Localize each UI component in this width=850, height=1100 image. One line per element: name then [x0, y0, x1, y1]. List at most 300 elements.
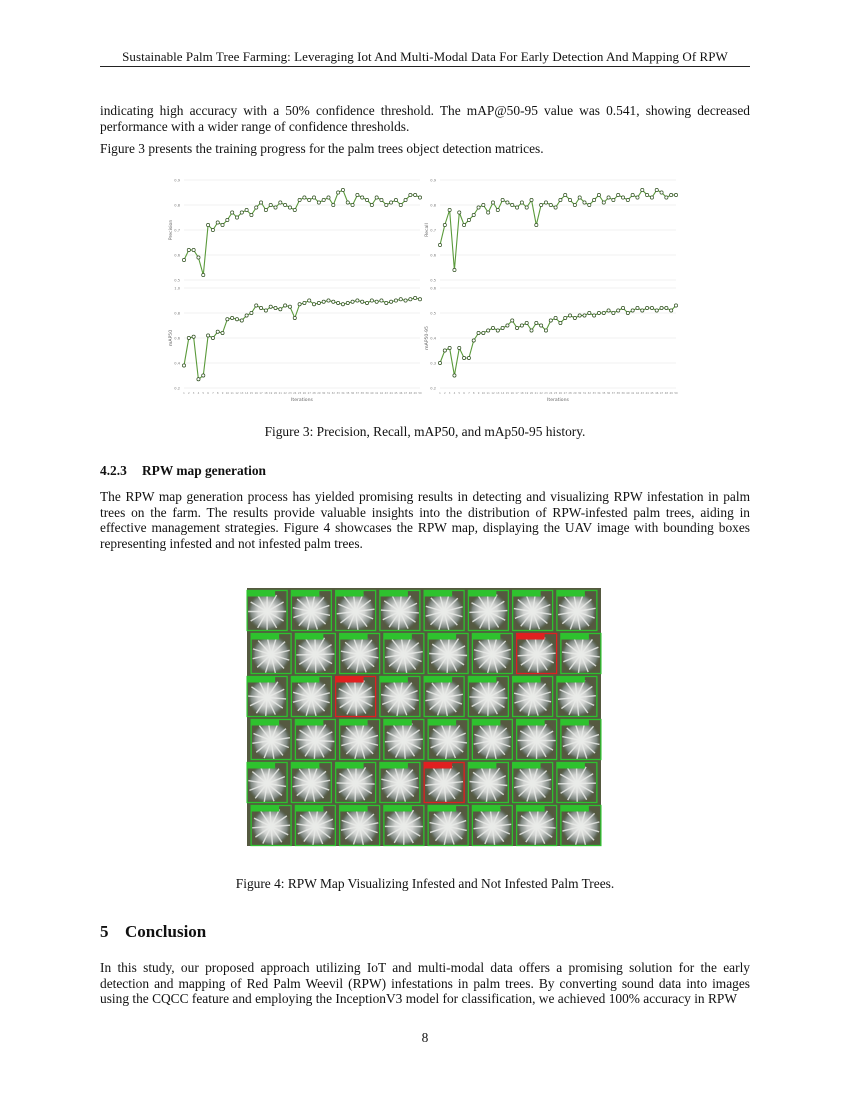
data-point — [641, 309, 644, 312]
box-label-tag — [428, 634, 456, 640]
y-tick-label: 0.6 — [174, 253, 180, 258]
data-point — [626, 198, 629, 201]
data-point — [554, 206, 557, 209]
data-point — [564, 316, 567, 319]
data-point — [361, 300, 364, 303]
x-tick-label: 26 — [302, 392, 307, 395]
data-point — [240, 211, 243, 214]
box-label-tag — [513, 677, 541, 683]
data-point — [332, 300, 335, 303]
box-label-tag — [557, 591, 585, 597]
x-tick-label: 28 — [568, 392, 572, 395]
x-tick-label: 14 — [244, 392, 249, 395]
data-point — [472, 213, 475, 216]
x-tick-label: 9 — [221, 392, 224, 395]
data-point — [506, 201, 509, 204]
x-tick-label: 33 — [336, 392, 340, 395]
x-tick-label: 10 — [225, 392, 230, 395]
data-point — [351, 300, 354, 303]
x-tick-label: 50 — [674, 392, 678, 395]
data-point — [206, 223, 209, 226]
data-point — [255, 206, 258, 209]
data-point — [327, 196, 330, 199]
data-point — [216, 221, 219, 224]
series-line — [184, 298, 420, 379]
x-tick-label: 20 — [273, 392, 278, 395]
box-label-tag — [251, 806, 279, 812]
x-tick-label: 15 — [505, 392, 510, 395]
data-point — [370, 299, 373, 302]
data-point — [380, 299, 383, 302]
x-tick-label: 2 — [443, 392, 446, 395]
data-point — [482, 331, 485, 334]
data-point — [399, 298, 402, 301]
x-tick-label: 6 — [207, 392, 209, 395]
y-tick-label: 0.6 — [430, 253, 436, 258]
x-tick-label: 7 — [468, 392, 470, 395]
data-point — [650, 196, 653, 199]
data-point — [458, 346, 461, 349]
data-point — [211, 228, 214, 231]
box-label-tag — [380, 763, 408, 769]
x-tick-label: 27 — [563, 392, 567, 395]
data-point — [274, 306, 277, 309]
palm-frond — [356, 697, 375, 698]
x-tick-label: 38 — [616, 392, 620, 395]
y-tick-label: 0.8 — [174, 311, 180, 316]
box-label-tag — [424, 591, 452, 597]
y-tick-label: 0.6 — [430, 286, 436, 291]
x-tick-label: 48 — [408, 392, 413, 395]
x-tick-label: 21 — [278, 392, 282, 395]
x-tick-label: 31 — [326, 392, 331, 395]
data-point — [487, 211, 490, 214]
x-tick-label: 3 — [192, 392, 195, 395]
x-tick-label: 27 — [307, 392, 311, 395]
chart-3 — [424, 287, 678, 404]
x-tick-label: 23 — [544, 392, 548, 395]
x-tick-label: 24 — [293, 392, 297, 395]
data-point — [520, 201, 523, 204]
x-tick-label: 22 — [539, 392, 543, 395]
y-tick-label: 0.2 — [174, 386, 180, 391]
data-point — [293, 316, 296, 319]
box-label-tag — [295, 720, 323, 726]
x-tick-label: 2 — [187, 392, 190, 395]
data-point — [467, 356, 470, 359]
data-point — [279, 201, 282, 204]
data-point — [308, 299, 311, 302]
data-point — [341, 188, 344, 191]
data-point — [409, 298, 412, 301]
y-axis-label: mAP50 — [169, 329, 174, 347]
box-label-tag — [291, 677, 319, 683]
box-label-tag — [336, 763, 364, 769]
box-label-tag — [517, 720, 545, 726]
box-label-tag — [472, 806, 500, 812]
y-tick-label: 0.8 — [430, 203, 436, 208]
palm-frond — [337, 783, 356, 784]
x-tick-label: 36 — [350, 392, 355, 395]
data-point — [317, 301, 320, 304]
data-point — [308, 198, 311, 201]
x-tick-label: 29 — [573, 392, 577, 395]
x-tick-label: 8 — [216, 392, 219, 395]
data-point — [568, 198, 571, 201]
data-point — [544, 201, 547, 204]
x-tick-label: 42 — [379, 392, 384, 395]
data-point — [655, 309, 658, 312]
data-point — [511, 203, 514, 206]
y-tick-label: 0.3 — [430, 361, 436, 366]
data-point — [477, 331, 480, 334]
data-point — [206, 334, 209, 337]
x-tick-label: 46 — [655, 392, 659, 395]
x-tick-label: 5 — [202, 392, 205, 395]
data-point — [226, 318, 229, 321]
data-point — [660, 306, 663, 309]
data-point — [187, 248, 190, 251]
data-point — [520, 324, 523, 327]
data-point — [564, 193, 567, 196]
section-number: 5 — [100, 922, 109, 941]
x-tick-label: 8 — [472, 392, 475, 395]
box-label-tag — [247, 677, 275, 683]
data-point — [617, 309, 620, 312]
x-tick-label: 35 — [602, 392, 606, 395]
x-tick-label: 13 — [496, 392, 500, 395]
data-point — [298, 198, 301, 201]
box-label-tag — [557, 763, 585, 769]
data-point — [496, 329, 499, 332]
palm-frond — [356, 784, 375, 785]
data-point — [341, 303, 344, 306]
data-point — [650, 306, 653, 309]
data-point — [641, 188, 644, 191]
data-point — [312, 303, 315, 306]
y-tick-label: 0.8 — [174, 203, 180, 208]
x-tick-label: 22 — [283, 392, 287, 395]
data-point — [385, 203, 388, 206]
x-tick-label: 17 — [515, 392, 519, 395]
data-point — [390, 201, 393, 204]
chart-0 — [168, 179, 422, 283]
box-label-tag — [384, 634, 412, 640]
x-tick-label: 9 — [477, 392, 480, 395]
data-point — [303, 301, 306, 304]
palm-frond — [488, 611, 507, 612]
data-point — [365, 301, 368, 304]
palm-frond — [488, 698, 507, 699]
box-label-tag — [428, 806, 456, 812]
paragraph-map-results: indicating high accuracy with a 50% confidence threshold. The mAP@50-95 value was 0.541, showing decreased performance with a wider range of confidence thresholds. — [100, 103, 750, 134]
box-label-tag — [513, 763, 541, 769]
x-tick-label: 26 — [558, 392, 563, 395]
data-point — [670, 309, 673, 312]
section-title: Conclusion — [125, 922, 207, 941]
data-point — [530, 329, 533, 332]
box-label-tag — [251, 720, 279, 726]
data-point — [231, 316, 234, 319]
data-point — [525, 206, 528, 209]
data-point — [670, 193, 673, 196]
palm-frond — [356, 698, 357, 717]
box-label-tag — [291, 591, 319, 597]
data-point — [617, 193, 620, 196]
data-point — [264, 208, 267, 211]
x-tick-label: 16 — [254, 392, 258, 395]
data-point — [259, 306, 262, 309]
y-tick-label: 0.4 — [430, 336, 436, 341]
data-point — [332, 203, 335, 206]
x-tick-label: 1 — [439, 392, 441, 395]
x-tick-label: 7 — [212, 392, 214, 395]
data-point — [414, 296, 417, 299]
header-rule — [100, 66, 750, 67]
x-tick-label: 30 — [322, 392, 326, 395]
x-tick-label: 11 — [230, 392, 234, 395]
x-tick-label: 49 — [413, 392, 417, 395]
data-point — [674, 193, 677, 196]
palm-frond — [337, 698, 356, 699]
y-axis-label: Precision — [169, 219, 174, 241]
data-point — [602, 201, 605, 204]
data-point — [597, 311, 600, 314]
data-point — [501, 198, 504, 201]
data-point — [365, 198, 368, 201]
x-tick-label: 32 — [587, 392, 591, 395]
x-tick-label: 47 — [403, 392, 408, 395]
y-tick-label: 0.7 — [174, 228, 180, 233]
box-label-tag — [561, 806, 589, 812]
x-tick-label: 41 — [374, 392, 379, 395]
data-point — [245, 208, 248, 211]
section-heading — [100, 922, 206, 942]
x-tick-label: 13 — [240, 392, 244, 395]
y-tick-label: 0.9 — [430, 178, 436, 183]
y-axis-label: Recall — [425, 223, 430, 237]
subsection-heading — [100, 463, 266, 479]
x-tick-label: 36 — [606, 392, 611, 395]
data-point — [626, 311, 629, 314]
x-tick-label: 47 — [659, 392, 664, 395]
data-point — [578, 196, 581, 199]
data-point — [221, 223, 224, 226]
data-point — [327, 299, 330, 302]
x-tick-label: 30 — [578, 392, 582, 395]
box-label-tag — [424, 763, 452, 769]
data-point — [515, 326, 518, 329]
data-point — [621, 196, 624, 199]
data-point — [346, 201, 349, 204]
data-point — [482, 203, 485, 206]
box-label-tag — [468, 677, 496, 683]
box-label-tag — [291, 763, 319, 769]
data-point — [399, 203, 402, 206]
palm-frond — [355, 784, 356, 803]
chart-2 — [168, 287, 422, 404]
data-point — [322, 300, 325, 303]
data-point — [274, 206, 277, 209]
box-label-tag — [340, 634, 368, 640]
data-point — [540, 324, 543, 327]
data-point — [646, 306, 649, 309]
y-tick-label: 0.2 — [430, 386, 436, 391]
data-point — [646, 193, 649, 196]
y-axis-label: mAP50-95 — [425, 326, 430, 350]
box-label-tag — [380, 677, 408, 683]
data-point — [597, 193, 600, 196]
data-point — [535, 321, 538, 324]
data-point — [674, 304, 677, 307]
data-point — [511, 319, 514, 322]
box-label-tag — [336, 591, 364, 597]
data-point — [501, 326, 504, 329]
y-tick-label: 0.9 — [174, 178, 180, 183]
x-tick-label: 16 — [510, 392, 514, 395]
data-point — [453, 268, 456, 271]
data-point — [182, 258, 185, 261]
data-point — [583, 314, 586, 317]
x-tick-label: 31 — [582, 392, 587, 395]
x-tick-label: 20 — [529, 392, 534, 395]
data-point — [385, 301, 388, 304]
x-tick-label: 4 — [197, 392, 200, 395]
box-label-tag — [340, 720, 368, 726]
data-point — [192, 248, 195, 251]
box-label-tag — [295, 634, 323, 640]
data-point — [554, 316, 557, 319]
data-point — [607, 196, 610, 199]
data-point — [458, 211, 461, 214]
data-point — [216, 330, 219, 333]
page-number: 8 — [421, 1030, 429, 1045]
x-tick-label: 34 — [597, 392, 601, 395]
x-tick-label: 39 — [621, 392, 625, 395]
palm-frond — [469, 612, 488, 613]
palm-frond — [488, 698, 489, 717]
data-point — [544, 329, 547, 332]
data-point — [568, 314, 571, 317]
data-point — [337, 191, 340, 194]
x-tick-label: 50 — [418, 392, 422, 395]
subsection-number: 4.2.3 — [100, 463, 127, 478]
data-point — [284, 304, 287, 307]
palm-frond — [469, 697, 488, 698]
data-point — [312, 196, 315, 199]
data-point — [255, 304, 258, 307]
box-label-tag — [247, 591, 275, 597]
x-axis-label: Iterations — [291, 398, 313, 403]
data-point — [375, 300, 378, 303]
paragraph-conclusion: In this study, our proposed approach utilizing IoT and multi-modal data offers a promising solution for the early detection and mapping of Red Palm Weevil (RPW) infestations in palm trees. By converting sound data into images using the CQCC feature and employing the InceptionV3 model for classification, we achieved 100% accuracy in RPW — [100, 960, 750, 1007]
box-label-tag — [384, 720, 412, 726]
data-point — [250, 213, 253, 216]
data-point — [264, 309, 267, 312]
data-point — [487, 329, 490, 332]
x-tick-label: 33 — [592, 392, 596, 395]
x-tick-label: 19 — [269, 392, 273, 395]
data-point — [390, 300, 393, 303]
data-point — [279, 308, 282, 311]
data-point — [394, 299, 397, 302]
data-point — [491, 326, 494, 329]
x-tick-label: 38 — [360, 392, 364, 395]
x-tick-label: 37 — [611, 392, 616, 395]
x-tick-label: 23 — [288, 392, 292, 395]
data-point — [438, 243, 441, 246]
x-tick-label: 44 — [389, 392, 393, 395]
data-point — [549, 203, 552, 206]
x-tick-label: 5 — [458, 392, 461, 395]
paragraph-figure3-intro: Figure 3 presents the training progress for the palm trees object detection matrices. — [100, 141, 544, 156]
x-tick-label: 11 — [486, 392, 490, 395]
x-tick-label: 28 — [312, 392, 316, 395]
x-tick-label: 17 — [259, 392, 263, 395]
x-tick-label: 49 — [669, 392, 673, 395]
data-point — [438, 361, 441, 364]
data-point — [284, 203, 287, 206]
x-tick-label: 42 — [635, 392, 640, 395]
data-point — [394, 198, 397, 201]
data-point — [612, 311, 615, 314]
data-point — [636, 196, 639, 199]
x-tick-label: 41 — [630, 392, 635, 395]
data-point — [235, 318, 238, 321]
data-point — [202, 273, 205, 276]
data-point — [540, 203, 543, 206]
data-point — [559, 198, 562, 201]
x-tick-label: 25 — [553, 392, 558, 395]
subsection-title: RPW map generation — [142, 463, 266, 478]
running-header: Sustainable Palm Tree Farming: Leveraging Iot And Multi-Modal Data For Early Detection And Mapping Of RPW — [122, 49, 728, 64]
figure-3-charts — [170, 172, 690, 412]
data-point — [491, 201, 494, 204]
figure-4-rpw-map — [247, 588, 601, 846]
data-point — [250, 311, 253, 314]
x-tick-label: 14 — [500, 392, 505, 395]
x-tick-label: 29 — [317, 392, 321, 395]
data-point — [631, 309, 634, 312]
data-point — [418, 196, 421, 199]
data-point — [578, 314, 581, 317]
data-point — [462, 356, 465, 359]
x-tick-label: 18 — [264, 392, 268, 395]
data-point — [404, 198, 407, 201]
box-label-tag — [472, 720, 500, 726]
box-label-tag — [251, 634, 279, 640]
data-point — [462, 223, 465, 226]
data-point — [602, 311, 605, 314]
data-point — [202, 374, 205, 377]
data-point — [660, 191, 663, 194]
data-point — [588, 203, 591, 206]
y-tick-label: 1.0 — [174, 286, 180, 291]
data-point — [231, 211, 234, 214]
box-label-tag — [561, 634, 589, 640]
x-tick-label: 45 — [650, 392, 654, 395]
data-point — [293, 208, 296, 211]
data-point — [496, 208, 499, 211]
x-tick-label: 21 — [534, 392, 538, 395]
data-point — [665, 306, 668, 309]
box-label-tag — [336, 677, 364, 683]
data-point — [337, 301, 340, 304]
data-point — [356, 193, 359, 196]
x-tick-label: 40 — [626, 392, 630, 395]
data-point — [631, 193, 634, 196]
data-point — [573, 316, 576, 319]
